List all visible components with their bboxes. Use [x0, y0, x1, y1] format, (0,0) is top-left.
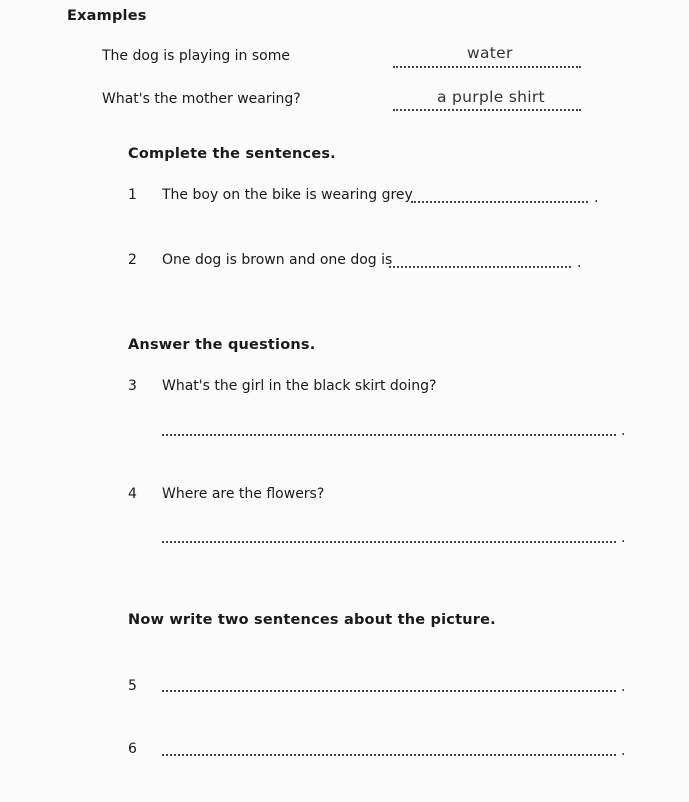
- question-2-period: .: [577, 255, 582, 271]
- question-2-number: 2: [128, 252, 137, 268]
- sentence-5-answer-line[interactable]: [162, 690, 616, 692]
- example-1-answer: water: [467, 44, 513, 62]
- complete-heading: Complete the sentences.: [128, 146, 336, 162]
- question-3-answer-line[interactable]: [162, 434, 616, 436]
- question-2-text: One dog is brown and one dog is: [162, 252, 393, 268]
- question-2-answer-line[interactable]: [389, 266, 571, 268]
- write-heading: Now write two sentences about the picture.: [128, 612, 496, 628]
- example-1-answer-line: [393, 66, 581, 68]
- example-1-prompt: The dog is playing in some: [102, 48, 290, 64]
- question-3-text: What's the girl in the black skirt doing?: [162, 378, 437, 394]
- sentence-5-number: 5: [128, 678, 137, 694]
- answer-heading: Answer the questions.: [128, 337, 316, 353]
- sentence-5-period: .: [621, 679, 626, 695]
- question-3-period: .: [621, 423, 626, 439]
- sentence-6-answer-line[interactable]: [162, 754, 616, 756]
- example-2-answer-line: [393, 109, 581, 111]
- example-2-answer: a purple shirt: [437, 88, 545, 106]
- question-1-period: .: [594, 190, 599, 206]
- example-2-prompt: What's the mother wearing?: [102, 91, 301, 107]
- sentence-6-period: .: [621, 743, 626, 759]
- question-4-answer-line[interactable]: [162, 541, 616, 543]
- question-4-text: Where are the flowers?: [162, 486, 325, 502]
- examples-heading: Examples: [67, 8, 147, 24]
- question-1-text: The boy on the bike is wearing grey: [162, 187, 413, 203]
- question-4-period: .: [621, 530, 626, 546]
- sentence-6-number: 6: [128, 741, 137, 757]
- question-4-number: 4: [128, 486, 137, 502]
- question-1-number: 1: [128, 187, 137, 203]
- question-1-answer-line[interactable]: [411, 201, 588, 203]
- question-3-number: 3: [128, 378, 137, 394]
